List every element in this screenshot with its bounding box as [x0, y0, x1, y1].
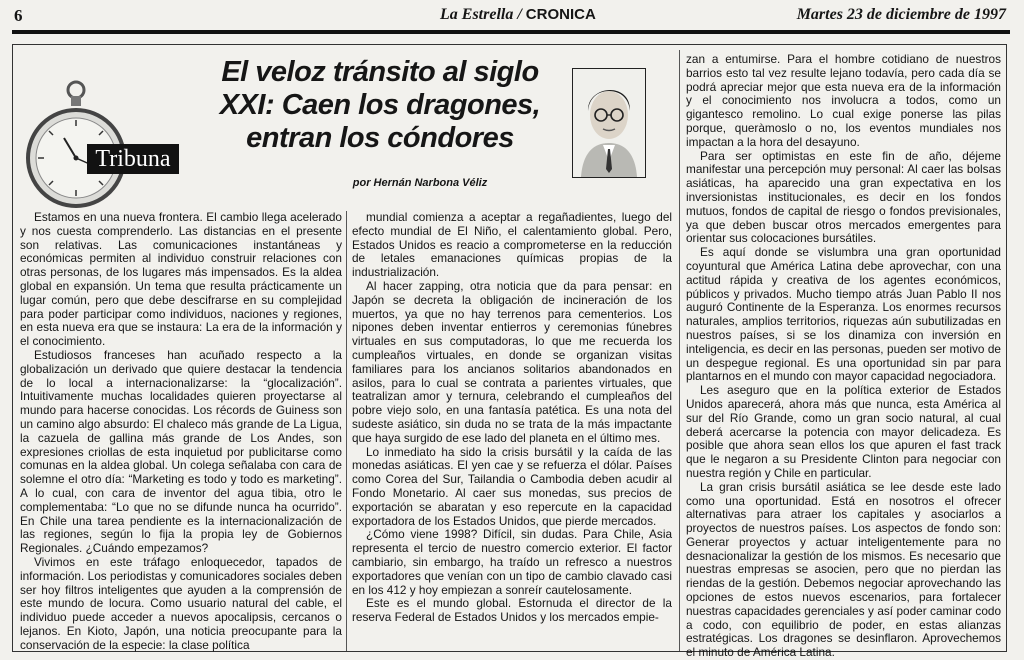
paragraph: zan a entumirse. Para el hombre cotidiano de nuestros barrios esto tal vez resulte lejano todavía, pero cada día se podrá apreciar mejor que esta nueva era de la información y el conocimiento nos involucra a todos, como un gigantesco remolino. Lo cual exige ponerse las pilas porque, queràmoslo o no, los eventos mundiales nos impactan a la hora del desayuno. — [686, 52, 1001, 149]
paragraph: mundial comienza a aceptar a regañadientes, luego del efecto mundial de El Niño, el calentamiento global. Pero, Estados Unidos es reacio a comprometerse en la reducción de letales emanaciones químicas propias de la industrialización. — [352, 210, 672, 280]
newspaper-name: La Estrella — [440, 6, 514, 23]
paragraph: Para ser optimistas en este fin de año, déjeme manifestar una percepción muy personal: Al caer las bolsas asiáticas, ha aparecido una gran expectativa en los inversionistas institucionales, es decir en los fondos mutuos, fondos de capital de riesgo o fondos previsionales, ya que deben buscar otros mercados emergentes para orientar sus colocaciones bursátiles. — [686, 148, 1001, 246]
paragraph: Vivimos en este tráfago enloquecedor, tapados de información. Los periodistas y comunicadores sociales deben ser hoy filtros inteligentes que ayuden a la comprensión de este mundo de locura. Como usuario natural del cable, el individuo puede acceder a nuevos apocalipsis, cercanos o lejanos. En Kioto, Japón, una noticia preocupante para la conservación de la especie: la clase política — [20, 554, 342, 652]
article-column-1 — [20, 211, 342, 651]
paragraph: Este es el mundo global. Estornuda el director de la reserva Federal de Estados Unidos y los mercados empie- — [352, 596, 672, 625]
article-column-3 — [686, 52, 1001, 660]
paragraph: Estudiosos franceses han acuñado respecto a la globalización un derivado que quiere destacar la tendencia de lo local a internacionalizarse: la “glocalización”. Intuitivamente muchas localidades quieren proyectarse al mundo para hacerse conocidas. Los récords de Guiness son un camino algo absurdo: El chaleco más grande de La Ligua, la cazuela de gallina más grande de Los Andes, son expresiones criollas de esta inquietud por publicitarse como comunas en la aldea global. Un colega señalaba con cara de solemne el otro día: “Marketing es todo y todo es marketing”. A lo cual, con cara de inventor del agua tibia, otro le complementaba: “Lo que no se difunde nunca ha ocurrido”. En Chile una tarea pendiente es la internacionalización de las regiones, según lo fija la propia ley de Gobiernos Regionales. ¿Cuándo empezamos? — [20, 347, 342, 556]
page-header — [0, 0, 1024, 26]
column-divider — [346, 211, 347, 651]
paragraph: Al hacer zapping, otra noticia que da para pensar: en Japón se decreta la obligación de incineración de los muertos, ya que no hay terrenos para cementerios. Los nipones deben inventar entierros y ceremonias fúnebres virtuales en sus computadoras, lo que me recuerda los cumpleaños virtuales, en donde se organizan visitas familiares para los ancianos solitarios abandonados en asilos, para lo cual se contrata a parientes virtuales, que teatralizan amor y ternura, celebrando el cumpleaños del pobre viejo solo, en una fantasía patética. Es una nota del sudeste asiático, sin duda no se trata de la más impactante que haya surgido de ese lado del planeta en el último mes. — [352, 278, 672, 445]
paragraph: Lo inmediato ha sido la crisis bursátil y la caída de las monedas asiáticas. El yen cae y se refuerza el dólar. Países como Corea del Sur, Tailandia o Cambodia deben acudir al Fondo Monetario. Al caer sus monedas, sus precios de exportación se abaratan y eso repercute en la capacidad exportadora de los Estados Unidos, que pierde mercados. — [352, 444, 672, 528]
portrait-image — [573, 69, 645, 177]
header-rule — [12, 30, 1010, 34]
masthead — [440, 6, 596, 24]
article-column-2 — [352, 211, 672, 651]
headline: El veloz tránsito al siglo XXI: Caen los dragones, entran los cóndores — [219, 56, 541, 154]
byline: por Hernán Narbona Véliz — [352, 177, 488, 189]
paragraph: Les aseguro que en la política exterior de Estados Unidos aparecerá, ahora más que nunca, esta América al sur del Río Grande, como un gran socio natural, al cual deberá acercarse la potencia con mayor delicadeza. Es posible que ahora sean ellos los que apuren el fast track que le negaron a su Presidente Clinton para negociar con nuestra región y Chile en particular. — [686, 383, 1001, 480]
page-number: 6 — [14, 6, 23, 25]
masthead-separator: / — [517, 6, 522, 23]
stopwatch-icon — [24, 68, 134, 208]
paragraph: ¿Cómo viene 1998? Difícil, sin dudas. Para Chile, Asia representa el tercio de nuestro comercio exterior. El factor cambiario, sin embargo, ha traído un refresco a nuestros exportadores que venían con un tipo de cambio clavado casi en los 412 y hoy empiezan a sonreír cautelosamente. — [352, 527, 672, 597]
paragraph: Estamos en una nueva frontera. El cambio llega acelerado y nos cuesta comprenderlo. Las distancias en el presente son relativas. Las comunicaciones instantáneas y económicas permiten al individuo construir relaciones con otras personas, de los lugares más impensados. Es la aldea global en expansión. Un tema que resulta prácticamente un lugar común, pero que debe descifrarse en su complejidad para poder participar como individuos, naciones y regiones, en esta nueva era que se instaura: La era de la información y el conocimiento. — [20, 210, 342, 349]
section-label: Tribuna — [87, 144, 179, 174]
section-name: CRONICA — [525, 6, 596, 23]
column-divider — [679, 50, 680, 651]
paragraph: La gran crisis bursátil asiática se lee desde este lado como una oportunidad. Está en nosotros el ofrecer alternativas para atraer los capitales y asociarlos a proyectos de nuestros países. Los aspectos de fondo son: Generar proyectos y actuar inteligentemente para no desnacionalizar la gestión de los mismos. Es necesario que nuestras empresas se asocien, pero que no pierdan las riendas de la gestión. Debemos negociar aprovechando las opciones de estos nuevos escenarios, para fortalecer nuestras capacidades gerenciales y así poder caminar codo a codo, con equilibrio de poder, en estas alianzas estratégicas. Los dragones se desinflaron. Aprovechemos el minuto de América Latina. — [686, 479, 1001, 660]
issue-date: Martes 23 de diciembre de 1997 — [796, 6, 1006, 23]
paragraph: Es aquí donde se vislumbra una gran oportunidad coyuntural que América Latina debe aprovechar, con una actitud rápida y creativa de los agentes económicos, públicos y privados. Mucho tiempo atrás Juan Pablo II nos auguró Continente de la Esperanza. Los enormes recursos naturales, amplios territorios, riquezas aún subutilizadas en nuestros países, si se los dinamiza con inversión en inteligencia, es decir en las personas, pueden ser motivo de un despegue regional. Es una oportunidad sin par para plantarnos en el mundo con mayor capacidad negociadora. — [686, 245, 1001, 384]
author-portrait — [572, 68, 646, 178]
